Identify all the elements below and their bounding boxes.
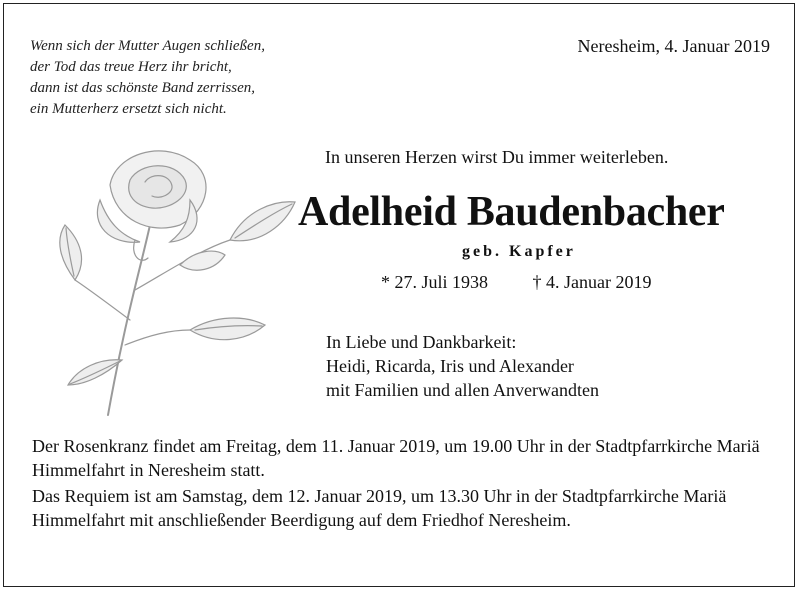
poem-line: der Tod das treue Herz ihr bricht, <box>30 59 232 75</box>
rose-icon <box>30 130 320 420</box>
rose-branch <box>75 280 130 320</box>
mourners-intro: In Liebe und Dankbarkeit: <box>326 332 517 352</box>
mourners-block <box>326 330 599 402</box>
memorial-poem <box>30 36 265 120</box>
rose-leaf <box>60 225 82 280</box>
mourners-extended: mit Familien und allen Anverwandten <box>326 380 599 400</box>
mourners-names: Heidi, Ricarda, Iris und Alexander <box>326 356 574 376</box>
requiem-announcement: Das Requiem ist am Samstag, dem 12. Januar 2019, um 13.30 Uhr in der Stadtpfarrkirche Mariä Himmelfahrt mit anschließender Beerdigung auf dem Friedhof Neresheim. <box>32 486 727 530</box>
rose-branch <box>125 330 190 345</box>
death-date: † 4. Januar 2019 <box>532 272 652 292</box>
service-announcements <box>32 434 772 534</box>
poem-line: dann ist das schönste Band zerrissen, <box>30 80 255 96</box>
rosary-announcement: Der Rosenkranz findet am Freitag, dem 11. Januar 2019, um 19.00 Uhr in der Stadtpfarrkirche Mariä Himmelfahrt in Neresheim statt. <box>32 436 760 480</box>
poem-line: Wenn sich der Mutter Augen schließen, <box>30 38 265 54</box>
birth-date: * 27. Juli 1938 <box>381 272 489 292</box>
life-dates <box>381 272 652 293</box>
poem-line: ein Mutterherz ersetzt sich nicht. <box>30 101 227 117</box>
rose-leaf <box>180 251 225 270</box>
place-and-date: Neresheim, 4. Januar 2019 <box>577 36 770 56</box>
epitaph: In unseren Herzen wirst Du immer weiterleben. <box>325 147 669 167</box>
deceased-name: Adelheid Baudenbacher <box>298 189 725 235</box>
maiden-name: geb. Kapfer <box>462 243 576 260</box>
